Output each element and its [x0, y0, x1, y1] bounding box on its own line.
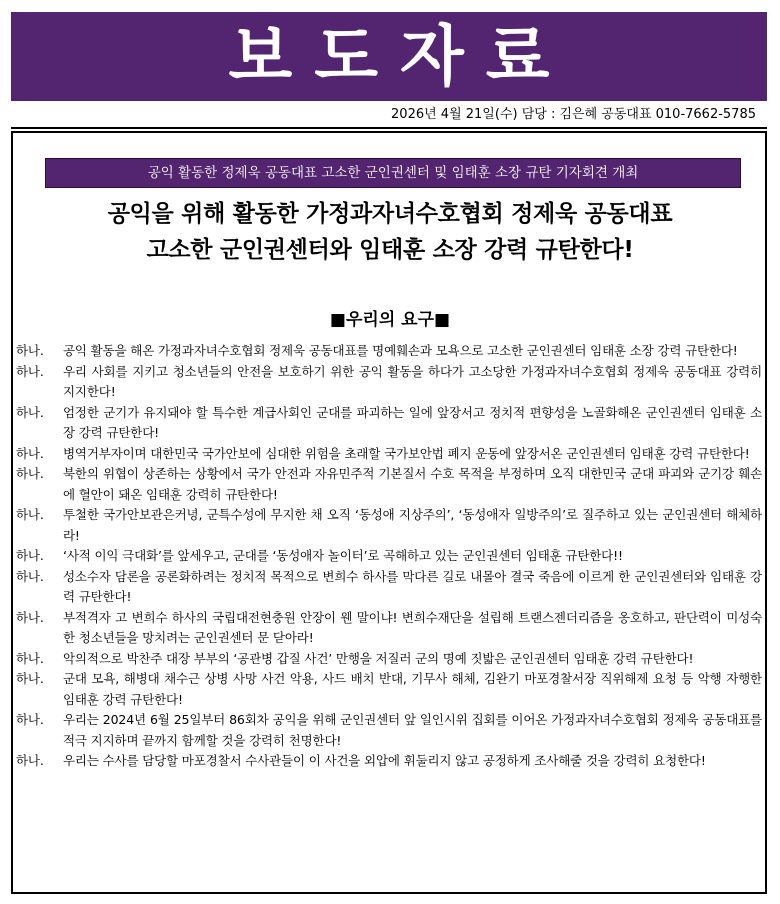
demand-prefix: 하나.: [16, 343, 44, 358]
demand-item: [16, 710, 762, 751]
demand-prefix: 하나.: [16, 466, 44, 481]
demand-item: [16, 649, 762, 670]
demand-item: [16, 608, 762, 649]
headline-line-2: 고소한 군인권센터와 임태훈 소장 강력 규탄한다!: [146, 237, 634, 263]
demand-prefix: 하나.: [16, 548, 44, 563]
demand-item: [16, 546, 762, 567]
event-subtitle-bar: 공익 활동한 정제욱 공동대표 고소한 군인권센터 및 임태훈 소장 규탄 기자회견 개최: [45, 158, 741, 188]
demand-prefix: 하나.: [16, 363, 44, 379]
demand-text: 악의적으로 박찬주 대장 부부의 ‘공관병 갑질 사건’ 만행을 저질러 군의 명예 짓밟은 군인권센터 임태훈 강력 규탄한다!: [63, 650, 694, 666]
press-release-title: 보도자료: [228, 17, 572, 95]
demand-text: 우리 사회를 지키고 청소년들의 안전을 보호하기 위한 공익 활동을 하다가 고소당한 가정과자녀수호협회 정제욱 공동대표 강력히 지지한다!: [63, 363, 762, 399]
demand-item: [16, 362, 762, 403]
demand-prefix: 하나.: [16, 650, 44, 666]
demand-text: 병역거부자이며 대한민국 국가안보에 심대한 위험을 초래할 국가보안법 폐지 운동에 앞장서온 군인권센터 임태훈 강력 규탄한다!: [63, 445, 750, 461]
demand-text: 투철한 국가안보관은커녕, 군특수성에 무지한 채 오직 ‘동성애 지상주의’, ‘동성애자 일방주의’로 질주하고 있는 군인권센터 해체하라!: [63, 507, 762, 543]
demand-text: ‘사적 이익 극대화’를 앞세우고, 군대를 ‘동성애자 놀이터’로 곡해하고 있는 군인권센터 임태훈 규탄한다!!: [63, 548, 623, 563]
demand-item: [16, 341, 762, 362]
demand-item: [16, 751, 762, 772]
headline-line-1: 공익을 위해 활동한 가정과자녀수호협회 정제욱 공동대표: [107, 201, 673, 227]
press-release-banner: [11, 12, 767, 101]
demand-item: [16, 464, 762, 505]
demand-item: [16, 505, 762, 546]
demand-text: 공익 활동을 해온 가정과자녀수호협회 정제욱 공동대표를 명예훼손과 모욕으로 고소한 군인권센터 임태훈 소장 강력 규탄한다!: [63, 343, 738, 358]
demand-prefix: 하나.: [16, 507, 44, 522]
demand-prefix: 하나.: [16, 609, 44, 625]
demand-text: 북한의 위협이 상존하는 상황에서 국가 안전과 자유민주적 기본질서 수호 목적을 부정하며 오직 대한민국 군대 파괴와 군기강 훼손에 혈안이 돼온 임태훈 강력히 규탄한다!: [63, 466, 762, 502]
demand-prefix: 하나.: [16, 712, 44, 727]
demand-prefix: 하나.: [16, 671, 44, 686]
header-divider: [11, 127, 767, 129]
demand-text: 군대 모욕, 해병대 채수근 상병 사망 사건 악용, 사드 배치 반대, 기무사 해체, 김완기 마포경찰서장 직위해제 요청 등 악행 자행한 임태훈 강력 규탄한다!: [63, 671, 762, 707]
demands-list: [16, 341, 762, 772]
demand-item: [16, 403, 762, 444]
demands-heading: ■우리의 요구■: [329, 310, 451, 330]
demand-text: 부적격자 고 변희수 하사의 국립대전현충원 안장이 웬 말이냐! 변희수재단을 설립해 트랜스젠더리즘을 옹호하고, 판단력이 미성숙한 청소년들을 망치려는 군인권센터 문 닫아라!: [63, 609, 762, 645]
demand-text: 우리는 수사를 담당할 마포경찰서 수사관들이 이 사건을 외압에 휘둘리지 않고 공정하게 조사해줄 것을 강력히 요청한다!: [63, 753, 706, 768]
demand-text: 성소수자 담론을 공론화하려는 정치적 목적으로 변희수 하사를 막다른 길로 내몰아 결국 죽음에 이르게 한 군인권센터와 임태훈 강력 규탄한다!: [63, 568, 762, 604]
demand-item: [16, 669, 762, 710]
date-contact-line: 2026년 4월 21일(수) 담당 : 김은혜 공동대표 010-7662-5785: [391, 107, 756, 122]
demand-item: [16, 567, 762, 608]
demand-prefix: 하나.: [16, 753, 44, 768]
demand-text: 엄정한 군기가 유지돼야 할 특수한 계급사회인 군대를 파괴하는 일에 앞장서고 정치적 편향성을 노골화해온 군인권센터 임태훈 소장 강력 규탄한다!: [63, 404, 762, 440]
demand-prefix: 하나.: [16, 445, 44, 461]
demand-text: 우리는 2024년 6월 25일부터 86회차 공익을 위해 군인권센터 앞 일인시위 집회를 이어온 가정과자녀수호협회 정제욱 공동대표를 적극 지지하며 끝까지 함께할 것을 강력히 천명한다!: [63, 712, 762, 748]
demand-prefix: 하나.: [16, 404, 44, 420]
demand-prefix: 하나.: [16, 568, 44, 584]
demand-item: [16, 444, 762, 465]
